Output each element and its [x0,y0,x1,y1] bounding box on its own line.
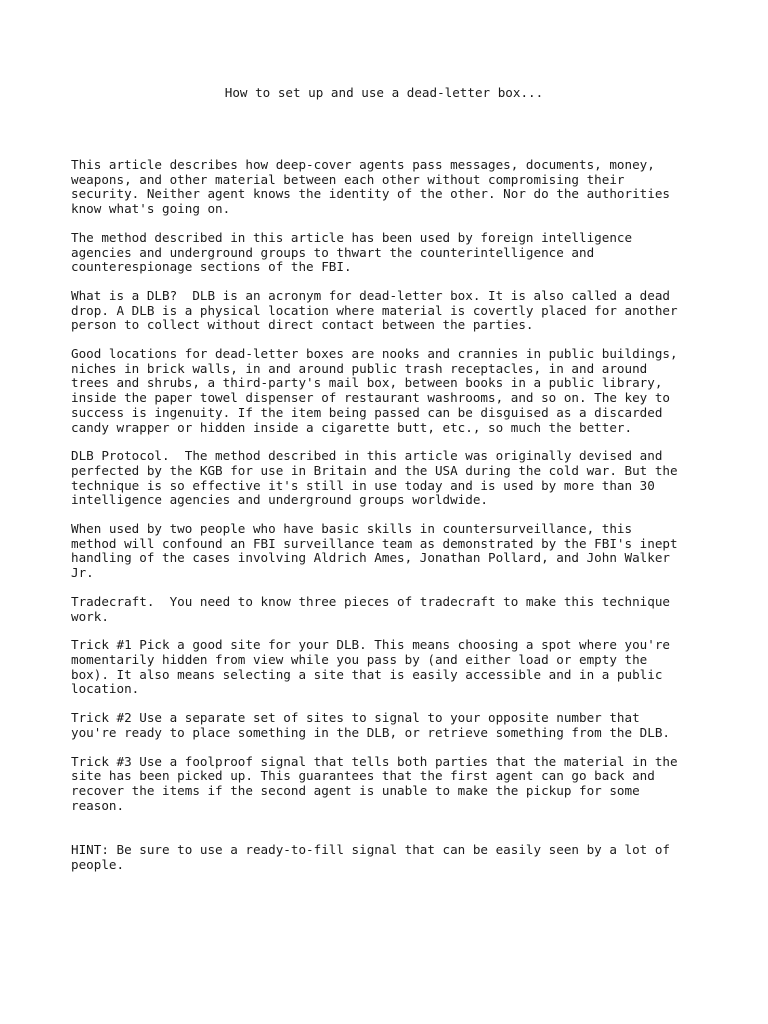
paragraph-trick-3: Trick #3 Use a foolproof signal that tells both parties that the material in the site has been picked up. This guarantees that the first agent can go back and recover the items if the second agent is unable to make the pickup for some reason. [71,753,678,813]
paragraph-trick-1: Trick #1 Pick a good site for your DLB. This means choosing a spot where you're momentarily hidden from view while you pass by (and either load or empty the box). It also means selecting a site that is easily accessible and in a public location. [71,637,670,697]
paragraph-countersurveillance: When used by two people who have basic skills in countersurveillance, this method will confound an FBI surveillance team as demonstrated by the FBI's inept handling of the cases involving Aldrich Ames, Jonathan Pollard, and John Walker Jr. [71,521,678,581]
paragraph-what-is-dlb: What is a DLB? DLB is an acronym for dead-letter box. It is also called a dead drop. A DLB is a physical location where material is covertly placed for another person to collect without direct contact between the parties. [71,287,678,333]
document-body [71,158,751,887]
paragraph-tradecraft: Tradecraft. You need to know three pieces of tradecraft to make this technique work. [71,593,670,624]
paragraph-dlb-protocol: DLB Protocol. The method described in this article was originally devised and perfected by the KGB for use in Britain and the USA during the cold war. But the technique is so effective it's still in use today and is used by more than 30 intelligence agencies and underground groups worldwide. [71,448,678,508]
paragraph-good-locations: Good locations for dead-letter boxes are nooks and crannies in public buildings, niches in brick walls, in and around public trash receptacles, in and around trees and shrubs, a third-party's mail box, between books in a public library, inside the paper towel dispenser of restaurant washrooms, and so on. The key to success is ingenuity. If the item being passed can be disguised as a discarded candy wrapper or hidden inside a cigarette butt, etc., so much the better. [71,346,678,435]
paragraph-method: The method described in this article has been used by foreign intelligence agencies and underground groups to thwart the counterintelligence and counterespionage sections of the FBI. [71,229,633,275]
paragraph-intro: This article describes how deep-cover agents pass messages, documents, money, weapons, and other material between each other without compromising their security. Neither agent knows the identity of the other. Nor do the authorities know what's going on. [71,157,670,217]
paragraph-hint: HINT: Be sure to use a ready-to-fill signal that can be easily seen by a lot of people. [71,842,670,873]
paragraph-trick-2: Trick #2 Use a separate set of sites to signal to your opposite number that you're ready to place something in the DLB, or retrieve something from the DLB. [71,710,670,740]
document-title: How to set up and use a dead-letter box... [224,85,544,100]
